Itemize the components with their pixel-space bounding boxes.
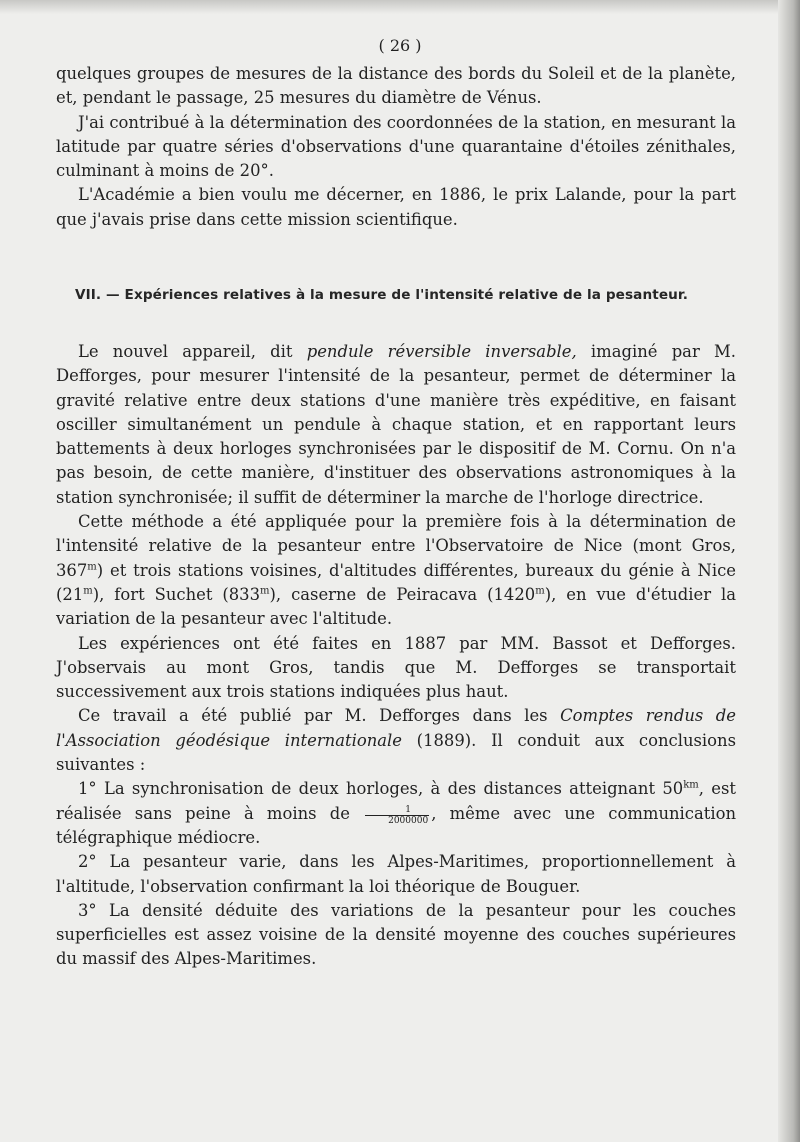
paragraph-pendule [56, 340, 736, 510]
text: Cette méthode a été appliquée pour la première fois à la détermination de l'intensité relative de la pesanteur entre l'Observatoire de Nice (mont Gros, 367 [56, 512, 736, 580]
page-number: ( 26 ) [378, 36, 422, 55]
section-body [56, 340, 736, 972]
text: , est réalisée sans peine à moins de [56, 779, 736, 823]
unit-superscript: km [683, 779, 699, 791]
fraction [365, 805, 429, 826]
paragraph-prix-lalande: L'Académie a bien voulu me décerner, en 1886, le prix Lalande, pour la part que j'avais prise dans cette mission scientifique. [56, 185, 736, 229]
continuation-paragraph: quelques groupes de mesures de la distance des bords du Soleil et de la planète, et, pendant le passage, 25 mesures du diamètre de Vénus. [56, 64, 736, 108]
text: (1889). Il conduit aux conclusions suivantes : [56, 730, 736, 775]
text: ), en vue d'étudier la variation de la pesanteur avec l'altitude. [56, 584, 736, 629]
conclusion-3: 3° La densité déduite des variations de la pesanteur pour les couches superficielles est assez voisine de la densité moyenne des couches supérieures du massif des Alpes-Maritimes. [56, 900, 736, 969]
unit-superscript: m [87, 561, 97, 573]
paragraph-methode [56, 510, 736, 631]
unit-superscript: m [260, 585, 270, 597]
paragraph-coordinates: J'ai contribué à la détermination des coordonnées de la station, en mesurant la latitude par quatre séries d'observations d'une quarantaine d'étoiles zénithales, culminant à moins de 20°. [56, 112, 736, 181]
fraction-numerator: 1 [365, 805, 429, 816]
italic-term: pendule réversible inversable, [306, 342, 577, 361]
text: imaginé par M. Defforges, pour mesurer l'intensité de la pesanteur, permet de déterminer la gravité relative entre deux stations d'une manière très expéditive, en faisant osciller simultanément un pendule à chaque station, et en rapportant leurs battements à deux horloges synchronisées par le dispositif de M. Cornu. On n'a pas besoin, de cette manière, d'instituer des observations astronomiques à la station synchronisée; il suffit de déterminer la marche de l'horloge directrice. [56, 342, 736, 507]
intro-text [56, 62, 736, 232]
section-heading: VII. — Expériences relatives à la mesure de l'intensité relative de la pesanteur. [75, 287, 689, 303]
paragraph-publication [56, 704, 736, 777]
paragraph-experiences: Les expériences ont été faites en 1887 par MM. Bassot et Defforges. J'observais au mont Gros, tandis que M. Defforges se transportait successivement aux trois stations indiquées plus haut. [56, 633, 736, 702]
conclusion-2: 2° La pesanteur varie, dans les Alpes-Maritimes, proportionnellement à l'altitude, l'observation confirmant la loi théorique de Bouguer. [56, 852, 736, 896]
text: Le nouvel appareil, dit [78, 342, 307, 361]
page-top-shadow [0, 0, 800, 14]
page-edge [778, 0, 800, 1142]
text: , même avec une communication télégraphique médiocre. [56, 803, 737, 847]
text: 1° La synchronisation de deux horloges, à des distances atteignant 50 [78, 779, 684, 799]
unit-superscript: m [83, 585, 93, 597]
conclusion-1 [56, 777, 736, 850]
text: Ce travail a été publié par M. Defforges dans les [78, 706, 561, 726]
text: ), fort Suchet (833 [92, 584, 261, 604]
italic-title: Comptes rendus de l'Association géodésique internationale [56, 706, 736, 750]
unit-superscript: m [535, 585, 545, 597]
text: ) et trois stations voisines, d'altitudes différentes, bureaux du génie à Nice (21 [56, 560, 736, 604]
fraction-denominator: 2000000 [388, 815, 429, 826]
text: ), caserne de Peiracava (1420 [269, 584, 536, 604]
